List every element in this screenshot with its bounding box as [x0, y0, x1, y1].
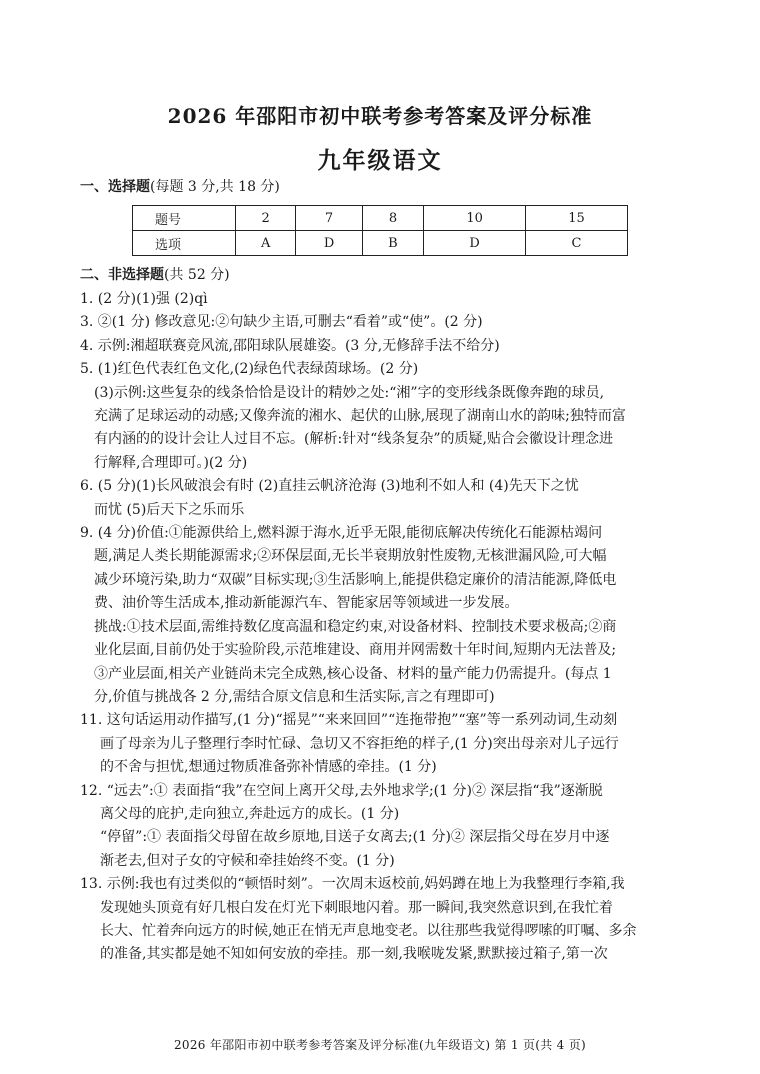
- table-cell: A: [236, 231, 296, 256]
- answer-line: 12. “远去”:① 表面指“我”在空间上离开父母,去外地求学;(1 分)② 深层指“我”逐渐脱: [80, 782, 603, 799]
- page-footer: 2026 年邵阳市初中联考参考答案及评分标准(九年级语文) 第 1 页(共 4 页): [173, 1038, 587, 1052]
- section2-heading: [80, 265, 230, 285]
- answer-line: 而忧 (5)后天下之乐而乐: [94, 501, 245, 518]
- answer-line: (3)示例:这些复杂的线条恰恰是设计的精妙之处:“湘”字的变形线条既像奔跑的球员,: [94, 384, 605, 401]
- answer-line: 4. 示例:湘超联赛竞风流,邵阳球队展雄姿。(3 分,无修辞手法不给分): [80, 337, 500, 354]
- table-cell: 8: [362, 206, 423, 231]
- answer-line: 9. (4 分)价值:①能源供给上,燃料源于海水,近乎无限,能彻底解决传统化石能源枯竭问: [80, 525, 603, 542]
- answer-line: 的不舍与担忧,想通过物质准备弥补情感的牵挂。(1 分): [100, 759, 437, 776]
- answer-line: 3. ②(1 分) 修改意见:②句缺少主语,可删去“看着”或“使”。(2 分): [80, 314, 483, 331]
- answer-table-row-numbers: [133, 206, 628, 231]
- answer-line: 挑战:①技术层面,需维持数亿度高温和稳定约束,对设备材料、控制技术要求极高;②商: [94, 618, 617, 635]
- answer-line: 13. 示例:我也有过类似的“顿悟时刻”。一次周末返校前,妈妈蹲在地上为我整理行李箱,我: [80, 876, 625, 893]
- answer-line: 离父母的庇护,走向独立,奔赴远方的成长。(1 分): [100, 805, 400, 822]
- answer-line: 有内涵的的设计会让人过目不忘。(解析:针对“线条复杂”的质疑,贴合会徽设计理念进: [94, 431, 613, 448]
- table-cell: 10: [424, 206, 526, 231]
- answer-line: 画了母亲为儿子整理行李时忙碌、急切又不容拒绝的样子,(1 分)突出母亲对儿子远行: [100, 735, 619, 752]
- answer-line: 题,满足人类长期能源需求;②环保层面,无长半衰期放射性废物,无核泄漏风险,可大幅: [94, 548, 607, 565]
- answer-line: 11. 这句话运用动作描写,(1 分)“摇晃”“来来回回”“连拖带抱”“塞”等一系列动词,生动刻: [80, 712, 618, 729]
- section1-title: 一、选择题: [80, 179, 150, 195]
- answer-line: 渐老去,但对子女的守候和牵挂始终不变。(1 分): [100, 852, 395, 869]
- table-cell: 选项: [133, 231, 236, 256]
- answer-body: [80, 288, 680, 967]
- answer-line: 充满了足球运动的动感;又像奔流的湘水、起伏的山脉,展现了湖南山水的韵味;独特而富: [94, 408, 626, 425]
- table-cell: 15: [526, 206, 628, 231]
- answer-line: 长大、忙着奔向远方的时候,她正在悄无声息地变老。以往那些我觉得啰嗦的叮嘱、多余: [100, 922, 637, 939]
- answer-table-row-options: [133, 231, 628, 256]
- answer-line: 减少环境污染,助力“双碳”目标实现;③生活影响上,能提供稳定廉价的清洁能源,降低电: [94, 571, 617, 588]
- table-cell: 7: [296, 206, 362, 231]
- answer-line: 6. (5 分)(1)长风破浪会有时 (2)直挂云帆济沧海 (3)地利不如人和 (4)先天下之忧: [80, 478, 579, 495]
- answer-line: 5. (1)红色代表红色文化,(2)绿色代表绿茵球场。(2 分): [80, 361, 419, 378]
- table-cell: 2: [236, 206, 296, 231]
- answer-line: 费、油价等生活成本,推动新能源汽车、智能家居等领域进一步发展。: [94, 595, 519, 612]
- answer-line: 业化层面,目前仍处于实验阶段,示范堆建设、商用并网需数十年时间,短期内无法普及;: [94, 642, 617, 659]
- answer-line: “停留”:① 表面指父母留在故乡原地,目送子女离去;(1 分)② 深层指父母在岁月中逐: [100, 829, 610, 846]
- answer-table: [132, 205, 628, 256]
- document-title: 2026 年邵阳市初中联考参考答案及评分标准: [167, 104, 593, 128]
- section2-title: 二、非选择题: [80, 267, 164, 283]
- answer-line: 分,价值与挑战各 2 分,需结合原文信息和生活实际,言之有理即可): [94, 688, 495, 705]
- table-cell: D: [424, 231, 526, 256]
- answer-line: 行解释,合理即可。)(2 分): [94, 454, 248, 471]
- table-cell: C: [526, 231, 628, 256]
- answer-line: ③产业层面,相关产业链尚未完全成熟,核心设备、材料的量产能力仍需提升。(每点 1: [94, 665, 612, 682]
- answer-line: 发现她头顶竟有好几根白发在灯光下刺眼地闪着。那一瞬间,我突然意识到,在我忙着: [100, 899, 613, 916]
- subject-title: 九年级语文: [317, 147, 443, 174]
- table-cell: 题号: [133, 206, 236, 231]
- table-cell: B: [362, 231, 423, 256]
- section1-heading: [80, 177, 280, 197]
- table-cell: D: [296, 231, 362, 256]
- section1-note: (每题 3 分,共 18 分): [150, 179, 280, 195]
- section2-note: (共 52 分): [164, 267, 230, 283]
- answer-line: 1. (2 分)(1)强 (2)qì: [80, 291, 208, 307]
- answer-line: 的准备,其实都是她不知如何安放的牵挂。那一刻,我喉咙发紧,默默接过箱子,第一次: [100, 946, 608, 963]
